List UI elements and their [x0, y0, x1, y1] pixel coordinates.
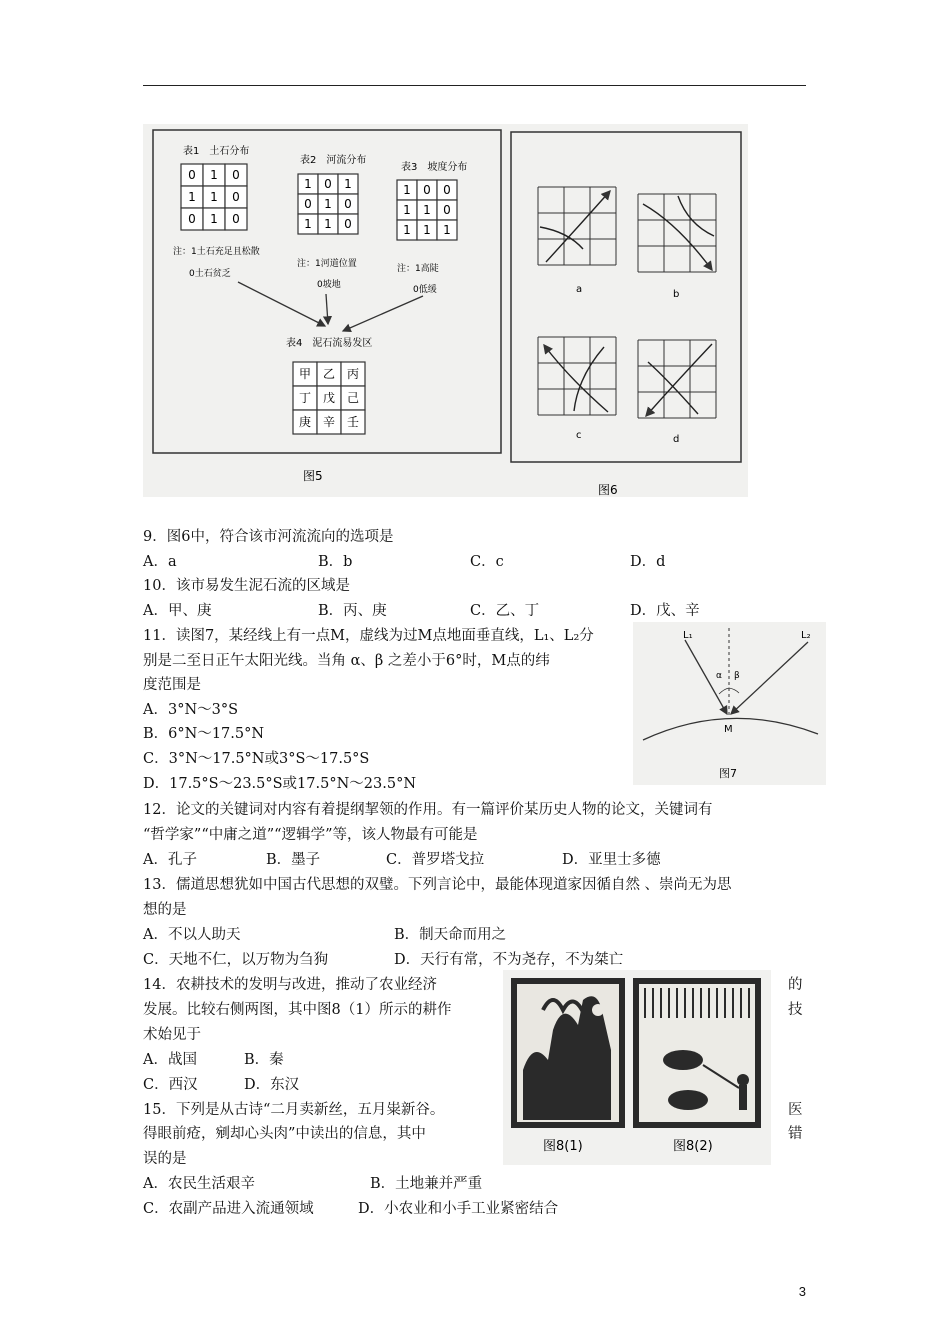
q13-option-c[interactable]: C．天地不仁，以万物为刍狗: [143, 952, 329, 968]
table-cell-value: 1: [443, 223, 451, 237]
table-cell-value: 0: [188, 168, 196, 182]
q12-option-c[interactable]: C．普罗塔戈拉: [386, 852, 485, 868]
table2-title: 表2 河流分布: [300, 155, 367, 166]
q12-option-a[interactable]: A．孔子: [143, 852, 197, 868]
fig6-opt-d: d: [673, 434, 680, 445]
table-cell-value: 1: [324, 197, 332, 211]
table-cell-value: 0: [304, 197, 312, 211]
q15-option-b[interactable]: B．土地兼并严重: [370, 1176, 483, 1192]
table-cell-value: 辛: [322, 415, 336, 429]
table-cell-value: 0: [232, 168, 240, 182]
table3-note1: 注：1高陡: [397, 264, 439, 274]
figure-7: [633, 622, 826, 785]
q15-option-d[interactable]: D．小农业和小手工业紧密结合: [358, 1201, 559, 1217]
fig6-opt-c: c: [576, 430, 582, 441]
q12-option-d[interactable]: D．亚里士多德: [562, 852, 661, 868]
table-cell-value: 1: [324, 217, 332, 231]
river-line: [643, 204, 712, 270]
q10-option-c[interactable]: C．乙、丁: [470, 603, 540, 619]
table-cell-value: 甲: [298, 367, 312, 381]
q12-line1: 12．论文的关键词对内容有着提纲挈领的作用。有一篇评价某历史人物的论文，关键词有: [143, 802, 713, 818]
figure-7-drawing: [633, 622, 826, 785]
q11-line3: 度范围是: [143, 677, 201, 693]
table1-title: 表1 土石分布: [183, 146, 250, 157]
river-line: [574, 347, 604, 411]
fig8-label-1: 图8(1): [543, 1139, 583, 1154]
fig7-label: 图7: [719, 767, 737, 780]
q10-option-a[interactable]: A．甲、庚: [143, 603, 212, 619]
table-cell-value: 0: [443, 183, 451, 197]
table-cell-value: 庚: [298, 415, 312, 429]
q15-option-a[interactable]: A．农民生活艰辛: [143, 1176, 255, 1192]
fig7-alpha: α: [716, 671, 722, 681]
q9-option-c[interactable]: C．c: [470, 554, 504, 570]
table-cell-value: 0: [232, 190, 240, 204]
q11-option-b[interactable]: B．6°N～17.5°N: [143, 726, 265, 742]
q12-line2: “哲学家”“中庸之道”“逻辑学”等，该人物最有可能是: [143, 827, 478, 843]
table-cell-value: 1: [403, 183, 411, 197]
river-line: [546, 191, 610, 262]
table-cell-value: 1: [210, 168, 218, 182]
table3-note2: 0低缓: [413, 285, 437, 295]
table-cell-value: 己: [346, 391, 360, 405]
table1-note2: 0土石贫乏: [189, 269, 231, 279]
table-cell-value: 1: [210, 190, 218, 204]
table-cell-value: 丙: [346, 367, 360, 381]
q15-line2: 得眼前疮，剜却心头肉”中读出的信息，其中: [143, 1126, 426, 1142]
q9-option-d[interactable]: D．d: [630, 554, 666, 570]
table-cell-value: 1: [210, 212, 218, 226]
q11-option-a[interactable]: A．3°N～3°S: [143, 702, 239, 718]
table-cell-value: 1: [403, 223, 411, 237]
table2-note1: 注：1河道位置: [297, 259, 357, 269]
table-cell-value: 1: [423, 203, 431, 217]
fig6-opt-b: b: [673, 289, 680, 300]
table-cell-value: 1: [403, 203, 411, 217]
table-cell-value: 1: [304, 217, 312, 231]
figure-5-6-drawing: [143, 124, 748, 497]
q13-line2: 想的是: [143, 902, 187, 918]
table-cell-value: 戊: [322, 391, 336, 405]
fig8-label-2: 图8(2): [673, 1139, 713, 1154]
river-line: [646, 344, 712, 416]
table-cell-value: 1: [344, 177, 352, 191]
q10-option-d[interactable]: D．戊、辛: [630, 603, 700, 619]
table-cell-value: 丁: [298, 391, 312, 405]
table-cell-value: 1: [304, 177, 312, 191]
table2-note2: 0坡地: [317, 280, 341, 290]
q14-line2: 发展。比较右侧两图，其中图8（1）所示的耕作: [143, 1002, 452, 1018]
table-cell-value: 1: [423, 223, 431, 237]
figure-8: [503, 970, 771, 1165]
river-line: [678, 196, 714, 236]
table-cell-value: 乙: [322, 367, 336, 381]
q15-line3: 误的是: [143, 1151, 187, 1167]
q13-option-d[interactable]: D．天行有常，不为尧存，不为桀亡: [394, 952, 624, 968]
q11-line1: 11．读图7，某经线上有一点M，虚线为过M点地面垂直线，L₁、L₂分: [143, 628, 594, 644]
q13-line1: 13．儒道思想犹如中国古代思想的双璧。下列言论中，最能体现道家因循自然 、崇尚无为思: [143, 877, 732, 893]
q11-option-c[interactable]: C．3°N～17.5°N或3°S～17.5°S: [143, 751, 370, 767]
q14-option-a[interactable]: A．战国: [143, 1052, 197, 1068]
table4-title: 表4 泥石流易发区: [286, 338, 373, 349]
figure-8-drawing: [503, 970, 771, 1165]
table-cell-value: 0: [232, 212, 240, 226]
q10-option-b[interactable]: B．丙、庚: [318, 603, 387, 619]
q14-option-c[interactable]: C．西汉: [143, 1077, 198, 1093]
header-rule: [143, 85, 806, 86]
q14-option-d[interactable]: D．东汉: [244, 1077, 300, 1093]
table-cell-value: 0: [324, 177, 332, 191]
fig5-label: 图5: [303, 469, 323, 483]
q14-line1-end: 的: [788, 977, 803, 993]
figure-5-6: [143, 124, 748, 497]
q11-option-d[interactable]: D．17.5°S～23.5°S或17.5°N～23.5°N: [143, 776, 417, 792]
q14-option-b[interactable]: B．秦: [244, 1052, 284, 1068]
table1-note1: 注：1土石充足且松散: [173, 247, 260, 257]
q14-line3: 术始见于: [143, 1027, 201, 1043]
fig7-m: M: [724, 724, 733, 735]
q9-option-a[interactable]: A．a: [143, 554, 177, 570]
q14-line2-end: 技: [788, 1002, 803, 1018]
table-cell-value: 1: [188, 190, 196, 204]
q11-line2: 别是二至日正午太阳光线。当角 α、β 之差小于6°时，M点的纬: [143, 653, 550, 669]
page-number: 3: [798, 1284, 806, 1299]
table-cell-value: 壬: [346, 415, 360, 429]
table-cell-value: 0: [344, 217, 352, 231]
fig7-l1: L₁: [683, 630, 693, 641]
q13-option-a[interactable]: A．不以人助天: [143, 927, 241, 943]
q13-option-b[interactable]: B．制天命而用之: [394, 927, 507, 943]
table-cell-value: 0: [344, 197, 352, 211]
q15-line1-end: 医: [788, 1102, 803, 1118]
fig7-beta: β: [734, 671, 740, 681]
table-cell-value: 0: [188, 212, 196, 226]
q15-line2-end: 错: [788, 1126, 803, 1142]
q9-option-b[interactable]: B．b: [318, 554, 353, 570]
q14-line1: 14．农耕技术的发明与改进，推动了农业经济: [143, 977, 437, 993]
fig7-l2: L₂: [801, 630, 811, 641]
table-cell-value: 0: [443, 203, 451, 217]
fig6-opt-a: a: [576, 284, 583, 295]
q12-option-b[interactable]: B．墨子: [266, 852, 321, 868]
q15-option-c[interactable]: C．农副产品进入流通领域: [143, 1201, 314, 1217]
fig6-label: 图6: [598, 483, 618, 497]
table-cell-value: 0: [423, 183, 431, 197]
table3-title: 表3 坡度分布: [401, 162, 468, 173]
q9-stem: 9．图6中，符合该市河流流向的选项是: [143, 529, 394, 545]
q15-line1: 15．下列是从古诗“二月卖新丝，五月粜新谷。: [143, 1102, 445, 1118]
q10-stem: 10．该市易发生泥石流的区域是: [143, 578, 350, 594]
